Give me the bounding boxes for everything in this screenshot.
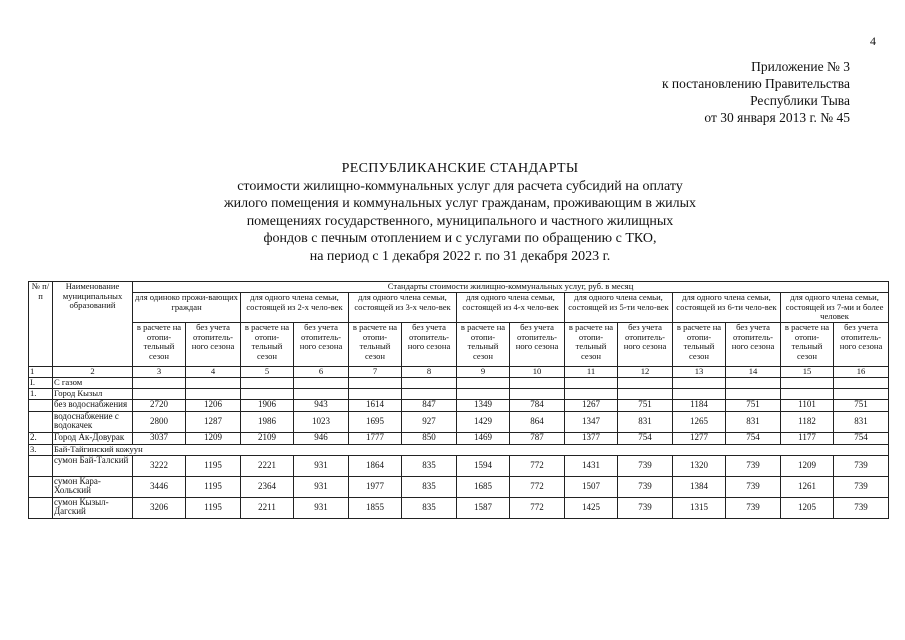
row-value: 3222	[133, 455, 186, 476]
section-row	[29, 388, 889, 399]
empty-cell	[349, 388, 402, 399]
empty-cell	[834, 377, 889, 388]
row-value: 754	[726, 432, 781, 444]
row-num	[29, 497, 53, 518]
row-value: 835	[402, 455, 457, 476]
empty-cell	[186, 388, 241, 399]
row-value: 1265	[673, 411, 726, 432]
row-value: 1425	[565, 497, 618, 518]
header-group: для одиноко прожи-вающих граждан	[133, 293, 241, 323]
empty-cell	[294, 388, 349, 399]
row-num	[29, 399, 53, 411]
header-sub-without-heating: без учета отопитель-ного сезона	[294, 323, 349, 367]
section-num: 3.	[29, 444, 53, 455]
row-name: сумон Кызыл-Дагский	[53, 497, 133, 518]
row-value: 3446	[133, 476, 186, 497]
row-value: 739	[834, 476, 889, 497]
column-number: 8	[402, 367, 457, 378]
column-number: 1	[29, 367, 53, 378]
row-value: 787	[510, 432, 565, 444]
row-value: 1685	[457, 476, 510, 497]
table-row	[29, 432, 889, 444]
table-row	[29, 411, 889, 432]
empty-cell	[457, 388, 510, 399]
row-value: 831	[726, 411, 781, 432]
empty-cell	[726, 388, 781, 399]
row-value: 739	[618, 455, 673, 476]
row-value: 739	[834, 455, 889, 476]
row-value: 835	[402, 497, 457, 518]
row-value: 1267	[565, 399, 618, 411]
header-sub-without-heating: без учета отопитель-ного сезона	[834, 323, 889, 367]
empty-cell	[565, 377, 618, 388]
column-number: 6	[294, 367, 349, 378]
table-row	[29, 455, 889, 476]
empty-cell	[781, 388, 834, 399]
row-value: 931	[294, 497, 349, 518]
row-value: 1315	[673, 497, 726, 518]
empty-cell	[402, 377, 457, 388]
header-group: для одного члена семьи, состоящей из 2-х чело-век	[241, 293, 349, 323]
row-value: 1384	[673, 476, 726, 497]
row-value: 2720	[133, 399, 186, 411]
title-line: фондов с печным отоплением и с услугами по обращению с ТКО,	[263, 231, 657, 247]
row-name: сумон Бай-Талский	[53, 455, 133, 476]
row-value: 1587	[457, 497, 510, 518]
row-num	[29, 411, 53, 432]
section-num: 1.	[29, 388, 53, 399]
empty-cell	[510, 377, 565, 388]
row-value: 3206	[133, 497, 186, 518]
title-line: помещениях государственного, муниципального и частного жилищных	[246, 213, 674, 229]
row-value: 1101	[781, 399, 834, 411]
appendix-block	[560, 58, 850, 126]
column-number: 4	[186, 367, 241, 378]
row-num	[29, 476, 53, 497]
row-value: 1906	[241, 399, 294, 411]
column-number: 13	[673, 367, 726, 378]
empty-cell	[618, 377, 673, 388]
title-heading: РЕСПУБЛИКАНСКИЕ СТАНДАРТЫ	[341, 161, 579, 176]
row-value: 1986	[241, 411, 294, 432]
row-value: 1209	[781, 455, 834, 476]
empty-cell	[186, 377, 241, 388]
header-sub-without-heating: без учета отопитель-ного сезона	[510, 323, 565, 367]
row-value: 1347	[565, 411, 618, 432]
row-value: 1695	[349, 411, 402, 432]
row-value: 1614	[349, 399, 402, 411]
header-group: для одного члена семьи, состоящей из 6-ти чело-век	[673, 293, 781, 323]
row-value: 931	[294, 455, 349, 476]
row-value: 784	[510, 399, 565, 411]
header-sub-with-heating: в расчете на отопи-тельный сезон	[565, 323, 618, 367]
row-value: 831	[618, 411, 673, 432]
row-value: 927	[402, 411, 457, 432]
row-value: 1594	[457, 455, 510, 476]
empty-cell	[510, 388, 565, 399]
row-value: 754	[618, 432, 673, 444]
row-name: сумон Кара-Хольский	[53, 476, 133, 497]
column-number: 15	[781, 367, 834, 378]
row-value: 1349	[457, 399, 510, 411]
header-sub-with-heating: в расчете на отопи-тельный сезон	[457, 323, 510, 367]
row-value: 1977	[349, 476, 402, 497]
header-sub-with-heating: в расчете на отопи-тельный сезон	[133, 323, 186, 367]
empty-cell	[781, 377, 834, 388]
empty-cell	[457, 377, 510, 388]
row-value: 1182	[781, 411, 834, 432]
standards-table	[28, 281, 889, 519]
empty-cell	[133, 377, 186, 388]
header-sub-without-heating: без учета отопитель-ного сезона	[186, 323, 241, 367]
column-number: 5	[241, 367, 294, 378]
row-value: 2364	[241, 476, 294, 497]
empty-cell	[241, 377, 294, 388]
header-sub-with-heating: в расчете на отопи-тельный сезон	[241, 323, 294, 367]
table-row	[29, 476, 889, 497]
row-value: 946	[294, 432, 349, 444]
empty-cell	[834, 388, 889, 399]
row-value: 1206	[186, 399, 241, 411]
row-num: 2.	[29, 432, 53, 444]
row-value: 1431	[565, 455, 618, 476]
empty-cell	[133, 388, 186, 399]
row-value: 751	[834, 399, 889, 411]
empty-cell	[673, 377, 726, 388]
document-title	[160, 160, 760, 266]
row-value: 751	[618, 399, 673, 411]
empty-cell	[349, 377, 402, 388]
page-number: 4	[870, 34, 876, 48]
empty-cell	[726, 377, 781, 388]
column-number: 3	[133, 367, 186, 378]
column-number: 2	[53, 367, 133, 378]
header-sub-without-heating: без учета отопитель-ного сезона	[618, 323, 673, 367]
table-row	[29, 497, 889, 518]
column-number: 9	[457, 367, 510, 378]
empty-cell	[241, 388, 294, 399]
header-group: для одного члена семьи, состоящей из 5-ти чело-век	[565, 293, 673, 323]
header-main: Стандарты стоимости жилищно-коммунальных услуг, руб. в месяц	[133, 282, 889, 293]
section-name: Город Кызыл	[53, 388, 133, 399]
row-value: 2211	[241, 497, 294, 518]
row-value: 1855	[349, 497, 402, 518]
row-value: 772	[510, 455, 565, 476]
header-sub-without-heating: без учета отопитель-ного сезона	[726, 323, 781, 367]
column-number: 10	[510, 367, 565, 378]
row-value: 1195	[186, 476, 241, 497]
section-num: I.	[29, 377, 53, 388]
section-name: Бай-Тайгинский кожуун	[53, 444, 889, 455]
header-group: для одного члена семьи, состоящей из 7-ми и более человек	[781, 293, 889, 323]
row-value: 1777	[349, 432, 402, 444]
row-value: 850	[402, 432, 457, 444]
row-value: 739	[726, 497, 781, 518]
row-value: 739	[726, 455, 781, 476]
empty-cell	[618, 388, 673, 399]
row-value: 835	[402, 476, 457, 497]
empty-cell	[294, 377, 349, 388]
appendix-line: от 30 января 2013 г. № 45	[704, 110, 850, 125]
row-value: 751	[726, 399, 781, 411]
row-value: 2109	[241, 432, 294, 444]
row-value: 2221	[241, 455, 294, 476]
header-num: № п/п	[29, 282, 53, 367]
header-sub-without-heating: без учета отопитель-ного сезона	[402, 323, 457, 367]
row-value: 1320	[673, 455, 726, 476]
section-row	[29, 444, 889, 455]
title-line: стоимости жилищно-коммунальных услуг для расчета субсидий на оплату	[237, 178, 683, 194]
row-value: 1195	[186, 455, 241, 476]
row-value: 1205	[781, 497, 834, 518]
row-value: 1507	[565, 476, 618, 497]
row-value: 739	[726, 476, 781, 497]
row-value: 931	[294, 476, 349, 497]
row-value: 864	[510, 411, 565, 432]
header-sub-with-heating: в расчете на отопи-тельный сезон	[673, 323, 726, 367]
empty-cell	[565, 388, 618, 399]
row-value: 1209	[186, 432, 241, 444]
row-value: 1195	[186, 497, 241, 518]
row-value: 1429	[457, 411, 510, 432]
row-value: 1287	[186, 411, 241, 432]
row-value: 739	[834, 497, 889, 518]
row-value: 3037	[133, 432, 186, 444]
section-name: С газом	[53, 377, 133, 388]
column-number: 14	[726, 367, 781, 378]
header-group: для одного члена семьи, состоящей из 4-х чело-век	[457, 293, 565, 323]
row-num	[29, 455, 53, 476]
header-sub-with-heating: в расчете на отопи-тельный сезон	[349, 323, 402, 367]
empty-cell	[673, 388, 726, 399]
column-number: 7	[349, 367, 402, 378]
row-value: 1277	[673, 432, 726, 444]
row-value: 1023	[294, 411, 349, 432]
table-row	[29, 399, 889, 411]
row-value: 772	[510, 476, 565, 497]
row-value: 847	[402, 399, 457, 411]
row-name: без водоснабжения	[53, 399, 133, 411]
row-value: 1864	[349, 455, 402, 476]
row-value: 1177	[781, 432, 834, 444]
title-line: на период с 1 декабря 2022 г. по 31 декабря 2023 г.	[309, 248, 611, 264]
section-row	[29, 377, 889, 388]
row-value: 831	[834, 411, 889, 432]
column-number: 16	[834, 367, 889, 378]
row-value: 772	[510, 497, 565, 518]
row-name: Город Ак-Довурак	[53, 432, 133, 444]
row-value: 943	[294, 399, 349, 411]
row-value: 1184	[673, 399, 726, 411]
appendix-line: Республики Тыва	[750, 93, 850, 108]
appendix-line: Приложение № 3	[751, 59, 850, 74]
title-line: жилого помещения и коммунальных услуг гражданам, проживающим в жилых	[223, 196, 697, 212]
row-value: 739	[618, 497, 673, 518]
row-value: 739	[618, 476, 673, 497]
empty-cell	[402, 388, 457, 399]
header-group: для одного члена семьи, состоящей из 3-х чело-век	[349, 293, 457, 323]
row-value: 2800	[133, 411, 186, 432]
column-number: 12	[618, 367, 673, 378]
column-number: 11	[565, 367, 618, 378]
row-value: 1377	[565, 432, 618, 444]
header-name: Наименование муниципальных образований	[53, 282, 133, 367]
row-value: 754	[834, 432, 889, 444]
appendix-line: к постановлению Правительства	[661, 76, 850, 91]
header-sub-with-heating: в расчете на отопи-тельный сезон	[781, 323, 834, 367]
row-name: водоснабжение с водокачек	[53, 411, 133, 432]
row-value: 1469	[457, 432, 510, 444]
row-value: 1261	[781, 476, 834, 497]
